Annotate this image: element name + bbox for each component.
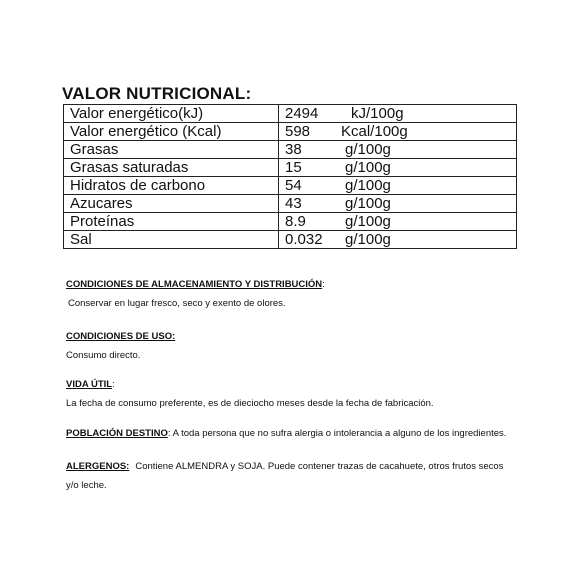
nutrient-value-cell	[279, 123, 517, 141]
storage-heading: CONDICIONES DE ALMACENAMIENTO Y DISTRIBUCIÓN	[66, 279, 323, 290]
nutrient-name: Azucares	[64, 195, 279, 213]
nutrient-unit: g/100g	[345, 213, 391, 230]
nutrient-value: 0.032	[285, 231, 323, 248]
use-heading: CONDICIONES DE USO:	[66, 331, 176, 342]
nutrient-name: Grasas saturadas	[64, 159, 279, 177]
table-row	[64, 177, 517, 195]
table-row	[64, 105, 517, 123]
use-section	[66, 331, 175, 361]
nutrient-value: 2494	[285, 105, 319, 122]
nutrient-name: Sal	[64, 231, 279, 249]
nutrition-table	[63, 104, 517, 249]
nutrient-value-cell	[279, 177, 517, 195]
nutrient-value-cell	[279, 105, 517, 123]
nutrient-unit: Kcal/100g	[341, 123, 408, 140]
table-row	[64, 231, 517, 249]
nutrition-title: VALOR NUTRICIONAL:	[62, 84, 252, 103]
population-heading: POBLACIÓN DESTINO	[66, 428, 168, 439]
nutrient-value: 43	[285, 195, 302, 212]
allergens-text: Contiene ALMENDRA y SOJA. Puede contener trazas de cacahuete, otros frutos secos	[135, 461, 504, 472]
nutrient-value-cell	[279, 141, 517, 159]
nutrient-name: Valor energético (Kcal)	[64, 123, 279, 141]
nutrient-unit: kJ/100g	[351, 105, 404, 122]
nutrient-value: 598	[285, 123, 311, 140]
storage-text: Conservar en lugar fresco, seco y exento de olores.	[68, 298, 286, 309]
allergens-heading: ALERGENOS:	[66, 461, 130, 472]
table-row	[64, 195, 517, 213]
nutrient-value: 54	[285, 177, 302, 194]
nutrient-name: Hidratos de carbono	[64, 177, 279, 195]
shelf-life-text: La fecha de consumo preferente, es de dieciocho meses desde la fecha de fabricación.	[66, 398, 434, 409]
table-row	[64, 141, 517, 159]
nutrient-value: 8.9	[285, 213, 306, 230]
nutrient-name: Proteínas	[64, 213, 279, 231]
nutrient-name: Grasas	[64, 141, 279, 159]
nutrient-name: Valor energético(kJ)	[64, 105, 279, 123]
nutrient-unit: g/100g	[345, 177, 391, 194]
nutrient-value: 15	[285, 159, 302, 176]
allergens-text-2: y/o leche.	[66, 480, 107, 491]
population-section	[66, 428, 506, 439]
nutrient-unit: g/100g	[345, 141, 391, 158]
nutrient-value: 38	[285, 141, 302, 158]
nutrient-value-cell	[279, 159, 517, 177]
table-row	[64, 123, 517, 141]
population-text: : A toda persona que no sufra alergia o intolerancia a alguno de los ingredientes.	[167, 428, 507, 439]
nutrient-value-cell	[279, 213, 517, 231]
table-row	[64, 213, 517, 231]
shelf-life-heading: VIDA ÚTIL	[66, 379, 113, 390]
table-row	[64, 159, 517, 177]
nutrient-value-cell	[279, 231, 517, 249]
shelf-life-section: VIDA ÚTIL: La fecha de consumo preferente, es de dieciocho meses desde la fecha de fabricación.	[66, 379, 434, 409]
nutrient-value-cell	[279, 195, 517, 213]
storage-section: CONDICIONES DE ALMACENAMIENTO Y DISTRIBUCIÓN: Conservar en lugar fresco, seco y exento de olores.	[66, 279, 325, 309]
nutrient-unit: g/100g	[345, 159, 391, 176]
nutrient-unit: g/100g	[345, 231, 391, 248]
use-text: Consumo directo.	[66, 350, 141, 361]
nutrient-unit: g/100g	[345, 195, 391, 212]
allergens-section	[66, 461, 536, 491]
